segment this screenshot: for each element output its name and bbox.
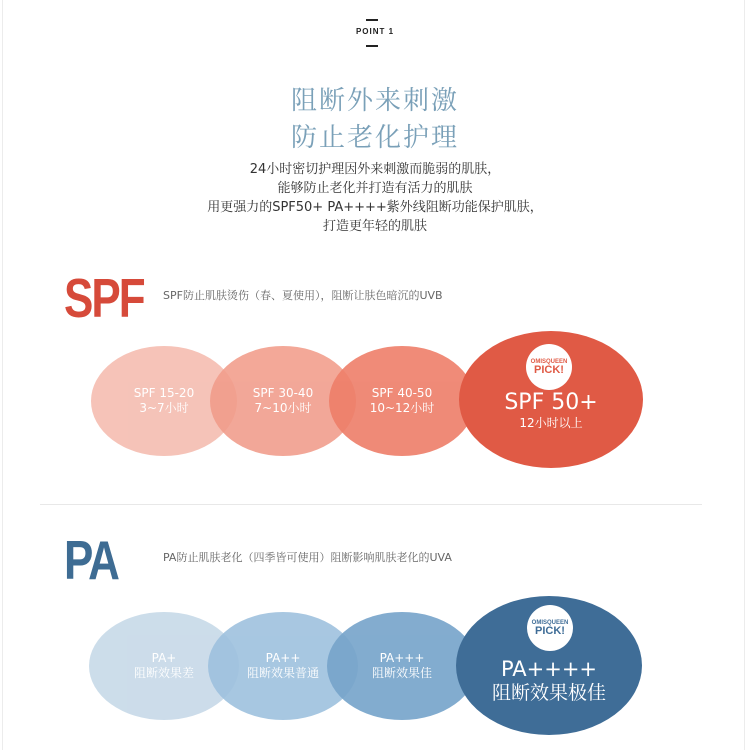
pa-circle-3: [327, 612, 477, 720]
spf-circle-3-duration: 10~12小时: [369, 401, 435, 415]
pa-circle-2-value: PA++: [265, 651, 301, 665]
pa-circle-3-value: PA+++: [379, 651, 425, 665]
description-line-3: 用更强力的SPF50+ PA++++紫外线阻断功能保护肌肤，: [207, 200, 543, 215]
spf-circle-4-duration: 12小时以上: [519, 416, 583, 430]
spf-circle-1-duration: 3~7小时: [139, 401, 189, 415]
spf-circle-4-value: SPF 50+: [504, 390, 598, 415]
description-line-2: 能够防止老化并打造有活力的肌肤: [277, 181, 473, 196]
spf-circle-2-duration: 7~10小时: [254, 401, 312, 415]
spf-heading: SPF: [64, 268, 144, 330]
pa-heading: PA: [64, 530, 118, 592]
pa-pick-brand: OMISQUEEN: [531, 619, 569, 626]
spf-circle-3: [329, 346, 475, 456]
point-bottom-bar: [366, 45, 378, 47]
point-label: POINT 1: [355, 27, 395, 36]
spf-pick-brand: OMISQUEEN: [530, 358, 568, 365]
pa-circle-1-value: PA+: [151, 651, 177, 665]
spf-pick-word: PICK!: [534, 363, 564, 376]
spf-circle-1-value: SPF 15-20: [133, 386, 195, 400]
pa-intro: PA防止肌肤老化（四季皆可使用）阻断影响肌肤老化的UVA: [163, 551, 452, 564]
pa-pick-badge: [527, 605, 573, 651]
pa-pick-word: PICK!: [535, 624, 565, 637]
pa-circle-4-effect: 阻断效果极佳: [491, 681, 606, 704]
description-line-1: 24小时密切护理因外来刺激而脆弱的肌肤，: [249, 162, 501, 177]
point-top-bar: [366, 19, 378, 21]
spf-circle-3-value: SPF 40-50: [371, 386, 433, 400]
pa-circle-4-value: PA++++: [500, 656, 598, 681]
description-line-4: 打造更年轻的肌肤: [322, 219, 427, 234]
spf-circle-2-value: SPF 30-40: [252, 386, 314, 400]
spf-pick-badge: [526, 344, 572, 390]
title-line-1: 阻断外来刺激: [290, 86, 459, 116]
pa-circle-2-effect: 阻断效果普通: [246, 666, 319, 680]
pa-circle-3-effect: 阻断效果佳: [371, 666, 432, 680]
pa-circle-1-effect: 阻断效果差: [133, 666, 194, 680]
section-divider: [40, 504, 702, 505]
spf-intro: SPF防止肌肤烫伤（春、夏使用），阻断让肤色暗沉的UVB: [163, 289, 443, 302]
title-line-2: 防止老化护理: [290, 123, 459, 153]
